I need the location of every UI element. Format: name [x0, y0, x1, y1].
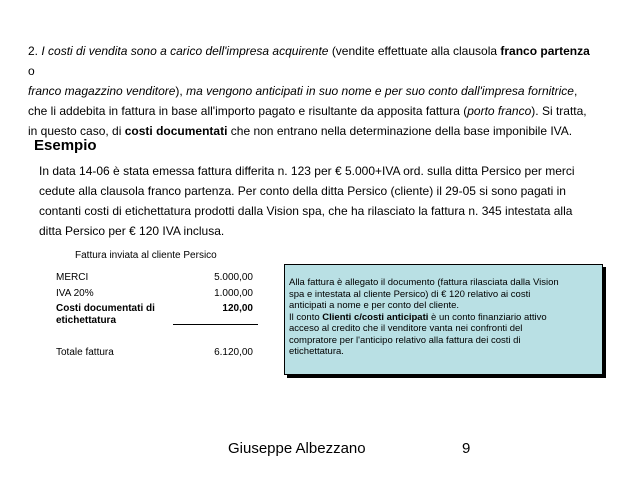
- note-box: [284, 264, 603, 375]
- intro-line-4-post: ). Si tratta,: [531, 104, 587, 118]
- example-line: ditta Persico per € 120 IVA inclusa.: [39, 224, 225, 238]
- note-line: Alla fattura è allegato il documento (fattura rilasciata dalla Vision: [289, 277, 559, 288]
- intro-porto-franco: porto franco: [467, 104, 532, 118]
- intro-italic-term: franco magazzino venditore: [28, 84, 176, 98]
- example-line: contanti costi di etichettatura prodotti dalla Vision spa, che ha rilasciato la fattura n. 345 intestata alla: [39, 204, 573, 218]
- invoice-row-label-continued: etichettatura: [56, 315, 117, 326]
- note-line: acceso al credito che il venditore vanta nei confronti del: [289, 323, 523, 334]
- footer-author: Giuseppe Albezzano: [228, 440, 366, 457]
- intro-italic-clause: ma vengono anticipati in suo nome e per suo conto dall'impresa fornitrice: [186, 84, 574, 98]
- intro-bold-term: franco partenza: [500, 44, 590, 58]
- invoice-title: Fattura inviata al cliente Persico: [75, 250, 217, 261]
- invoice-row-value: 120,00: [222, 303, 253, 314]
- intro-line-2: o: [28, 64, 35, 78]
- intro-number: 2.: [28, 44, 39, 58]
- intro-comma: ,: [573, 84, 578, 98]
- note-line: [289, 312, 598, 324]
- intro-line-5-pre: in questo caso, di: [28, 124, 122, 138]
- note-line-pre: Il conto: [289, 311, 320, 323]
- intro-paragraph: [28, 41, 618, 141]
- example-line: cedute alla clausola franco partenza. Per conto della ditta Persico (cliente) il 29-05 si sono pagati in: [39, 184, 566, 198]
- example-line: In data 14-06 è stata emessa fattura differita n. 123 per € 5.000+IVA ord. sulla ditta Persico per merci: [39, 164, 575, 178]
- note-line: compratore per l'anticipo relativo alla fattura dei costi di: [289, 334, 521, 346]
- intro-plain-text: (vendite effettuate alla clausola: [331, 44, 498, 58]
- invoice-row-label: Costi documentati di: [56, 303, 155, 314]
- intro-punctuation: ),: [175, 84, 183, 98]
- intro-line-4: [28, 101, 618, 121]
- note-line: anticipati a nome e per conto del cliente.: [289, 300, 460, 311]
- invoice-total-value: 6.120,00: [214, 347, 253, 358]
- invoice-row-value: 5.000,00: [214, 272, 253, 283]
- invoice-row-value: 1.000,00: [214, 288, 253, 299]
- note-account-name: Clienti c/costi anticipati: [322, 311, 429, 323]
- intro-line-5-post: che non entrano nella determinazione della base imponibile IVA.: [230, 124, 573, 138]
- esempio-heading: Esempio: [34, 137, 97, 154]
- intro-line-5: [28, 121, 618, 141]
- intro-line-3: [28, 81, 618, 101]
- page-number: 9: [462, 440, 471, 457]
- intro-line-1: [28, 41, 618, 61]
- note-line: spa e intestata al cliente Persico) di € 120 relativo ai costi: [289, 288, 531, 300]
- invoice-row-label: MERCI: [56, 272, 89, 283]
- note-line-post: è un conto finanziario attivo: [431, 311, 547, 323]
- intro-italic-statement: I costi di vendita sono a carico dell'impresa acquirente: [41, 44, 329, 58]
- invoice-row-label: IVA 20%: [56, 288, 94, 299]
- example-paragraph: [39, 161, 619, 241]
- intro-costi-documentati: costi documentati: [124, 124, 228, 138]
- total-divider: [173, 324, 258, 325]
- note-line: etichettatura.: [289, 346, 344, 357]
- intro-line-4-pre: che li addebita in fattura in base all'importo pagato e risultante da apposita fattura (: [28, 104, 468, 118]
- invoice-total-label: Totale fattura: [56, 347, 114, 358]
